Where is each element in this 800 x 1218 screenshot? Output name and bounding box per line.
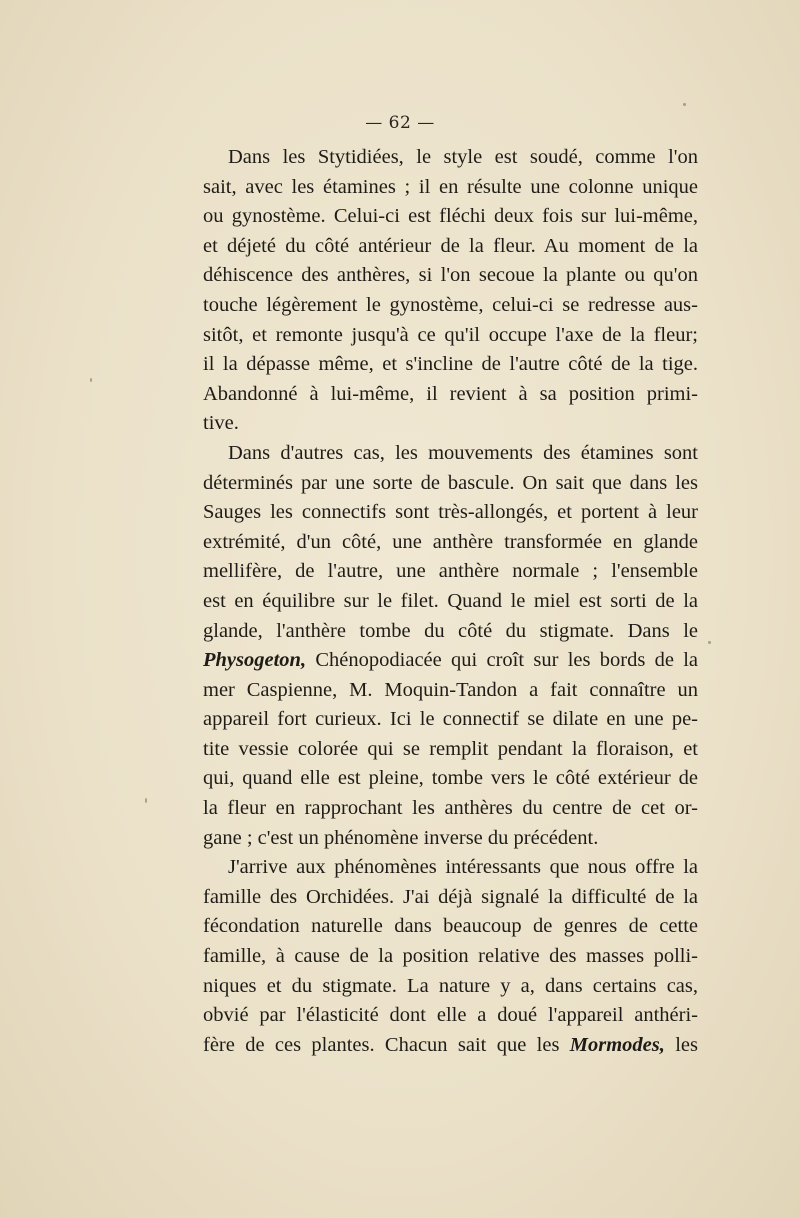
- body-text: [203, 143, 698, 1060]
- page-number: — 62 —: [365, 113, 435, 133]
- text-line: appareil fort curieux. Ici le connectif se dilate en une pe-: [203, 708, 698, 731]
- text-line: extrémité, d'un côté, une anthère transformée en glande: [203, 530, 698, 553]
- text-line: J'arrive aux phénomènes intéressants que nous offre la: [228, 856, 698, 879]
- text-line: qui, quand elle est pleine, tombe vers le côté extérieur de: [203, 767, 698, 790]
- text-fragment: Chénopodiacée qui croît sur les bords de la: [315, 649, 699, 672]
- text-line: Dans d'autres cas, les mouvements des étamines sont: [228, 441, 698, 464]
- text-line: est en équilibre sur le filet. Quand le miel est sorti de la: [203, 589, 698, 612]
- text-line: famille des Orchidées. J'ai déjà signalé la difficulté de la: [203, 885, 698, 908]
- text-line: touche légèrement le gynostème, celui-ci se redresse aus-: [203, 293, 698, 316]
- paper-speck: [90, 378, 92, 382]
- paper-speck: [708, 641, 711, 644]
- text-line-with-italic: [203, 646, 698, 676]
- paper-speck: [683, 103, 686, 106]
- text-line: la fleur en rapprochant les anthères du centre de cet or-: [203, 797, 698, 820]
- text-line: il la dépasse même, et s'incline de l'autre côté de la tige.: [203, 353, 698, 376]
- paper-speck: [145, 798, 147, 803]
- text-line: et déjeté du côté antérieur de la fleur. Au moment de la: [203, 234, 698, 257]
- italic-genus-name: Mormodes,: [569, 1033, 665, 1056]
- text-line: déterminés par une sorte de bascule. On sait que dans les: [203, 471, 698, 494]
- italic-genus-name: Physogeton,: [203, 649, 307, 672]
- text-line: niques et du stigmate. La nature y a, dans certains cas,: [203, 974, 698, 997]
- text-line: Sauges les connectifs sont très-allongés, et portent à leur: [203, 501, 698, 524]
- text-line: sait, avec les étamines ; il en résulte une colonne unique: [203, 175, 698, 198]
- text-line: tive.: [203, 412, 239, 435]
- text-line: tite vessie colorée qui se remplit pendant la floraison, et: [203, 737, 698, 760]
- text-line: glande, l'anthère tombe du côté du stigmate. Dans le: [203, 619, 698, 642]
- text-line: mer Caspienne, M. Moquin-Tandon a fait connaître un: [203, 678, 698, 701]
- text-line: famille, à cause de la position relative des masses polli-: [203, 945, 698, 968]
- text-line: ou gynostème. Celui-ci est fléchi deux fois sur lui-même,: [203, 205, 698, 228]
- text-line: sitôt, et remonte jusqu'à ce qu'il occupe l'axe de la fleur;: [203, 323, 698, 346]
- text-line: déhiscence des anthères, si l'on secoue la plante ou qu'on: [203, 264, 698, 287]
- text-line: mellifère, de l'autre, une anthère normale ; l'ensemble: [203, 560, 698, 583]
- text-line-with-italic: [203, 1031, 698, 1061]
- text-line: Abandonné à lui-même, il revient à sa position primi-: [203, 382, 698, 405]
- text-line: Dans les Stytidiées, le style est soudé, comme l'on: [228, 146, 698, 168]
- text-fragment: fère de ces plantes. Chacun sait que les: [203, 1033, 560, 1056]
- text-line: obvié par l'élasticité dont elle a doué l'appareil anthéri-: [203, 1004, 698, 1027]
- text-line: fécondation naturelle dans beaucoup de genres de cette: [203, 915, 698, 938]
- text-fragment: les: [675, 1033, 698, 1056]
- text-line: gane ; c'est un phénomène inverse du précédent.: [203, 826, 599, 849]
